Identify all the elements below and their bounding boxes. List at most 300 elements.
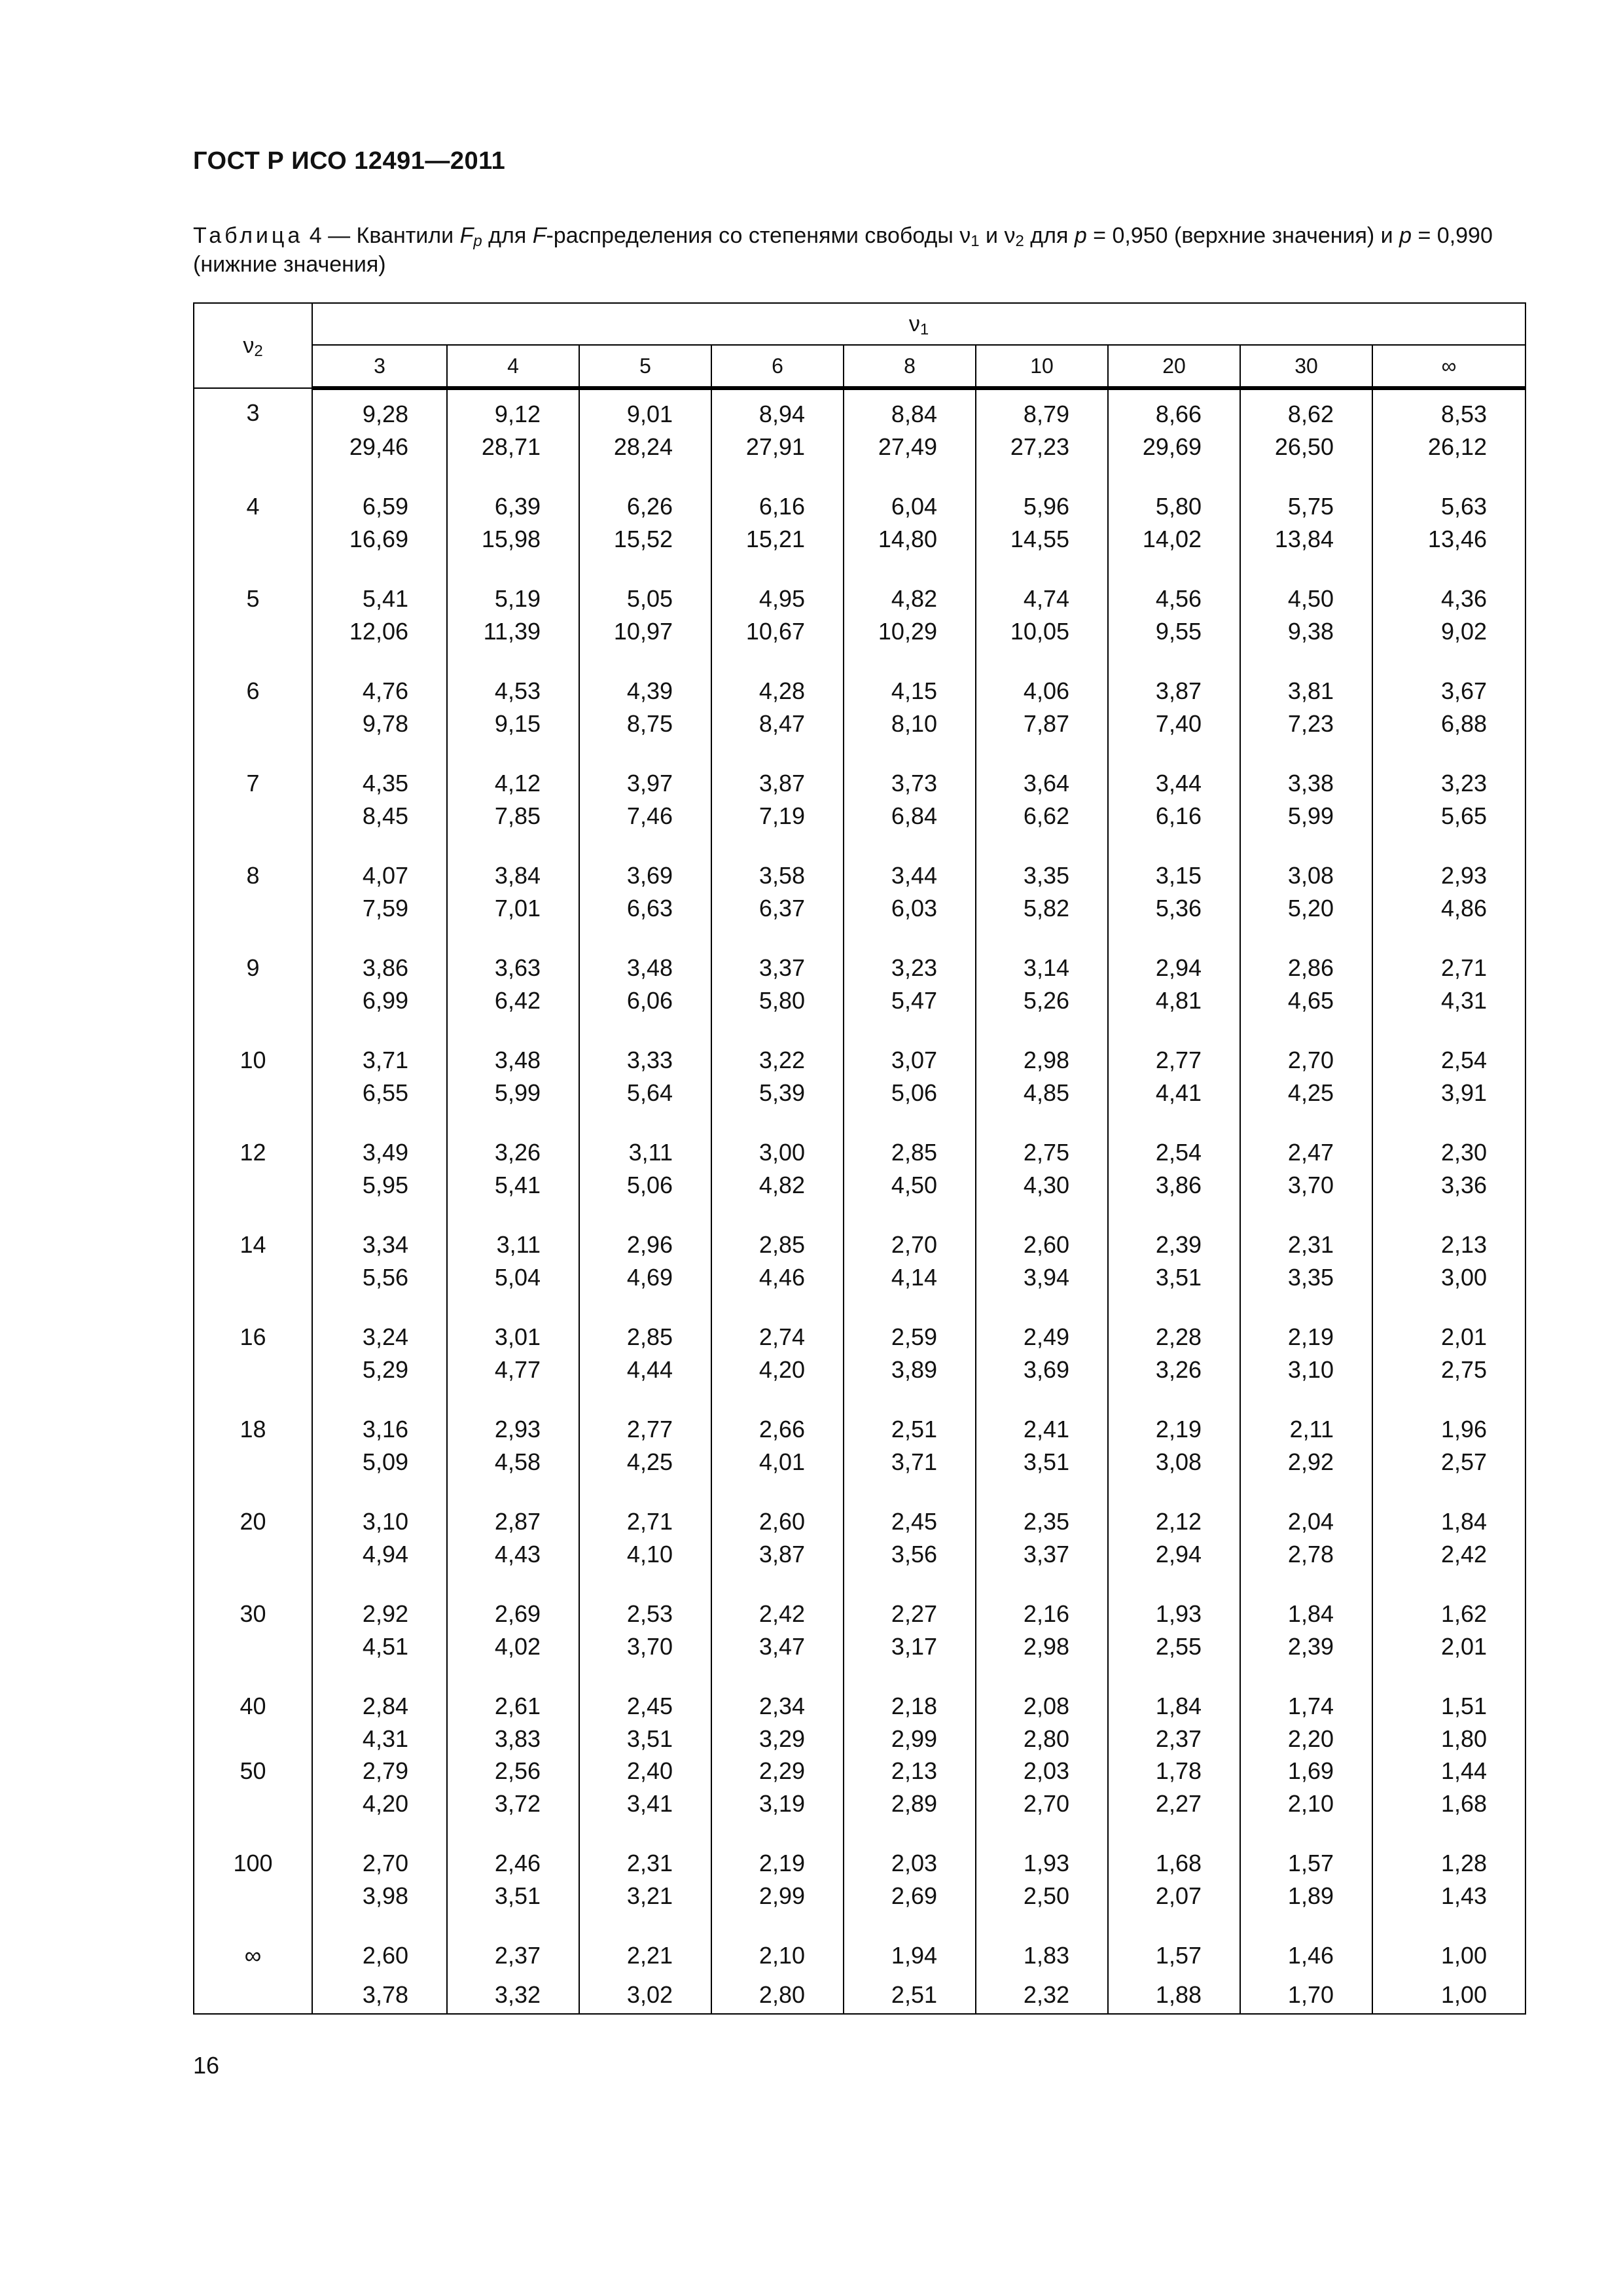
quantile-cell: [844, 832, 976, 924]
quantile-cell: [844, 1016, 976, 1109]
column-header: 6: [711, 345, 844, 388]
lower-value: 3,37: [1023, 1540, 1069, 1568]
lower-value: 5,09: [362, 1448, 408, 1475]
nu2-value: 16: [194, 1293, 312, 1386]
lower-value: 7,01: [494, 894, 541, 922]
quantile-cell: [844, 924, 976, 1016]
quantile-cell: [844, 1478, 976, 1570]
quantile-cell: [1372, 388, 1525, 463]
upper-value: 5,75: [1287, 493, 1334, 520]
quantile-cell: [1372, 1662, 1525, 1755]
upper-value: 2,12: [1155, 1508, 1202, 1535]
quantile-cell: [447, 1478, 579, 1570]
lower-value: 2,98: [1023, 1632, 1069, 1660]
column-header: 4: [447, 345, 579, 388]
lower-value: 3,86: [1155, 1171, 1202, 1198]
upper-value: 3,84: [494, 862, 541, 889]
upper-value: 1,00: [1440, 1942, 1488, 1969]
quantile-cell: [447, 924, 579, 1016]
quantile-cell: [579, 555, 711, 647]
quantile-cell: [976, 1912, 1108, 2014]
upper-value: 2,47: [1287, 1139, 1334, 1166]
quantile-cell: [1108, 924, 1240, 1016]
lower-value: 15,98: [481, 525, 541, 552]
quantile-cell: [844, 1109, 976, 1201]
upper-value: 2,45: [626, 1693, 673, 1719]
upper-value: 1,57: [1155, 1942, 1202, 1969]
nu2-value: 20: [194, 1478, 312, 1570]
nu2-value: 9: [194, 924, 312, 1016]
upper-value: 2,87: [494, 1508, 541, 1535]
upper-value: 3,24: [362, 1323, 408, 1350]
table-row: [194, 555, 1525, 647]
quantile-cell: [1108, 388, 1240, 463]
quantile-cell: [844, 647, 976, 740]
column-header: 8: [844, 345, 976, 388]
upper-value: 2,94: [1155, 954, 1202, 981]
quantile-cell: [976, 740, 1108, 832]
quantile-cell: [1108, 463, 1240, 555]
caption-subscript: 1: [971, 232, 980, 250]
quantile-cell: [1240, 832, 1372, 924]
quantile-cell: [447, 1570, 579, 1662]
upper-value: 1,74: [1287, 1693, 1334, 1719]
upper-value: 2,56: [494, 1757, 541, 1784]
upper-value: 2,51: [891, 1416, 937, 1443]
page-number: 16: [193, 2052, 220, 2079]
nu2-value: 18: [194, 1386, 312, 1478]
table-row: [194, 1201, 1525, 1293]
lower-value: 4,10: [626, 1540, 673, 1568]
upper-value: 2,31: [1287, 1231, 1334, 1258]
lower-value: 4,69: [626, 1263, 673, 1291]
lower-value: 5,95: [362, 1171, 408, 1198]
upper-value: 2,54: [1155, 1139, 1202, 1166]
upper-value: 4,50: [1287, 585, 1334, 612]
upper-value: 3,49: [362, 1139, 408, 1166]
lower-value: 2,92: [1287, 1448, 1334, 1475]
upper-value: 2,54: [1440, 1047, 1488, 1073]
quantile-cell: [844, 555, 976, 647]
lower-value: 6,99: [362, 986, 408, 1014]
upper-value: 2,29: [758, 1757, 805, 1784]
quantile-cell: [976, 1478, 1108, 1570]
quantile-cell: [1372, 1570, 1525, 1662]
quantile-cell: [579, 1386, 711, 1478]
lower-value: 2,99: [758, 1882, 805, 1909]
lower-value: 3,51: [494, 1882, 541, 1909]
quantile-cell: [1372, 1820, 1525, 1912]
upper-value: 2,45: [891, 1508, 937, 1535]
lower-value: 2,94: [1155, 1540, 1202, 1568]
lower-value: 7,85: [494, 802, 541, 829]
quantile-cell: [447, 740, 579, 832]
quantile-cell: [711, 1016, 844, 1109]
upper-value: 6,39: [494, 493, 541, 520]
quantile-cell: [1240, 924, 1372, 1016]
upper-value: 8,62: [1287, 401, 1334, 427]
lower-value: 3,71: [891, 1448, 937, 1475]
lower-value: 6,88: [1440, 709, 1488, 737]
upper-value: 4,82: [891, 585, 937, 612]
quantile-cell: [1240, 1912, 1372, 2014]
lower-value: 7,87: [1023, 709, 1069, 737]
quantile-cell: [976, 1662, 1108, 1755]
upper-value: 4,56: [1155, 585, 1202, 612]
quantile-cell: [1372, 1386, 1525, 1478]
lower-value: 1,68: [1440, 1789, 1488, 1817]
lower-value: 14,55: [1010, 525, 1069, 552]
upper-value: 1,96: [1440, 1416, 1488, 1443]
lower-value: 6,62: [1023, 802, 1069, 829]
upper-value: 3,86: [362, 954, 408, 981]
lower-value: 5,26: [1023, 986, 1069, 1014]
quantile-cell: [1240, 1662, 1372, 1755]
upper-value: 2,19: [1287, 1323, 1334, 1350]
quantile-cell: [579, 1293, 711, 1386]
lower-value: 4,30: [1023, 1171, 1069, 1198]
lower-value: 5,29: [362, 1355, 408, 1383]
upper-value: 2,18: [891, 1693, 937, 1719]
lower-value: 5,06: [891, 1079, 937, 1106]
lower-value: 5,65: [1440, 802, 1488, 829]
lower-value: 3,35: [1287, 1263, 1334, 1291]
upper-value: 3,97: [626, 770, 673, 797]
lower-value: 2,99: [891, 1725, 937, 1752]
caption-p-symbol: p: [1074, 223, 1087, 248]
upper-value: 4,06: [1023, 677, 1069, 704]
quantile-cell: [312, 1293, 447, 1386]
lower-value: 3,83: [494, 1725, 541, 1752]
upper-value: 3,48: [494, 1047, 541, 1073]
nu2-value: 30: [194, 1570, 312, 1662]
quantile-cell: [844, 463, 976, 555]
quantile-cell: [711, 1912, 844, 2014]
upper-value: 3,69: [626, 862, 673, 889]
lower-value: 10,67: [745, 617, 805, 645]
quantile-cell: [1108, 740, 1240, 832]
lower-value: 9,15: [494, 709, 541, 737]
lower-value: 27,49: [878, 433, 937, 460]
lower-value: 3,72: [494, 1789, 541, 1817]
upper-value: 3,67: [1440, 677, 1488, 704]
upper-value: 2,86: [1287, 954, 1334, 981]
quantile-cell: [711, 1662, 844, 1755]
lower-value: 28,24: [613, 433, 673, 460]
table-row: [194, 1109, 1525, 1201]
quantile-cell: [1240, 1201, 1372, 1293]
quantile-cell: [1108, 1820, 1240, 1912]
quantile-cell: [312, 555, 447, 647]
quantile-cell: [579, 1201, 711, 1293]
nu2-value: 8: [194, 832, 312, 924]
lower-value: 5,56: [362, 1263, 408, 1291]
quantile-cell: [1108, 1109, 1240, 1201]
upper-value: 3,08: [1287, 862, 1334, 889]
upper-value: 3,22: [758, 1047, 805, 1073]
upper-value: 2,93: [494, 1416, 541, 1443]
upper-value: 3,00: [758, 1139, 805, 1166]
upper-value: 1,44: [1440, 1757, 1488, 1784]
lower-value: 6,84: [891, 802, 937, 829]
column-header: 10: [976, 345, 1108, 388]
quantile-cell: [1108, 1386, 1240, 1478]
lower-value: 3,08: [1155, 1448, 1202, 1475]
lower-value: 4,41: [1155, 1079, 1202, 1106]
upper-value: 2,85: [758, 1231, 805, 1258]
upper-value: 1,46: [1287, 1942, 1334, 1969]
caption-text: 4 — Квантили: [303, 223, 460, 248]
lower-value: 2,01: [1440, 1632, 1488, 1660]
lower-value: 3,32: [494, 1981, 541, 2008]
nu2-value: ∞: [194, 1912, 312, 2014]
quantile-cell: [711, 388, 844, 463]
lower-value: 4,25: [626, 1448, 673, 1475]
lower-value: 7,59: [362, 894, 408, 922]
lower-value: 3,10: [1287, 1355, 1334, 1383]
quantile-cell: [1240, 463, 1372, 555]
nu2-symbol: ν: [243, 332, 255, 358]
upper-value: 4,39: [626, 677, 673, 704]
quantile-cell: [844, 1293, 976, 1386]
quantile-cell: [1372, 647, 1525, 740]
upper-value: 4,28: [758, 677, 805, 704]
upper-value: 9,28: [362, 401, 408, 427]
quantile-cell: [1240, 740, 1372, 832]
column-header: 20: [1108, 345, 1240, 388]
lower-value: 1,89: [1287, 1882, 1334, 1909]
quantile-cell: [1372, 1293, 1525, 1386]
upper-value: 9,01: [626, 401, 673, 427]
upper-value: 3,63: [494, 954, 541, 981]
table-row: [194, 1912, 1525, 2014]
table-row: [194, 1662, 1525, 1755]
upper-value: 5,80: [1155, 493, 1202, 520]
upper-value: 8,94: [758, 401, 805, 427]
lower-value: 9,02: [1440, 617, 1488, 645]
upper-value: 2,71: [1440, 954, 1488, 981]
quantile-cell: [844, 1755, 976, 1820]
upper-value: 2,19: [1155, 1416, 1202, 1443]
quantile-cell: [1372, 555, 1525, 647]
quantile-cell: [447, 555, 579, 647]
lower-value: 4,65: [1287, 986, 1334, 1014]
lower-value: 6,55: [362, 1079, 408, 1106]
upper-value: 5,96: [1023, 493, 1069, 520]
lower-value: 5,36: [1155, 894, 1202, 922]
upper-value: 4,53: [494, 677, 541, 704]
upper-value: 2,49: [1023, 1323, 1069, 1350]
upper-value: 2,13: [891, 1757, 937, 1784]
lower-value: 3,29: [758, 1725, 805, 1752]
quantile-cell: [1372, 1912, 1525, 2014]
table-row: [194, 740, 1525, 832]
lower-value: 4,51: [362, 1632, 408, 1660]
nu2-subscript: 2: [254, 342, 263, 360]
quantile-cell: [1240, 1109, 1372, 1201]
upper-value: 8,66: [1155, 401, 1202, 427]
quantile-cell: [711, 924, 844, 1016]
nu2-value: 4: [194, 463, 312, 555]
upper-value: 3,44: [1155, 770, 1202, 797]
lower-value: 1,88: [1155, 1981, 1202, 2008]
caption-f-symbol: F: [532, 223, 546, 248]
lower-value: 5,06: [626, 1171, 673, 1198]
quantile-cell: [844, 1386, 976, 1478]
quantile-cell: [976, 647, 1108, 740]
upper-value: 5,63: [1440, 493, 1488, 520]
quantile-cell: [447, 388, 579, 463]
nu2-value: 50: [194, 1755, 312, 1820]
quantile-cell: [844, 1662, 976, 1755]
quantile-cell: [976, 388, 1108, 463]
lower-value: 4,82: [758, 1171, 805, 1198]
lower-value: 3,87: [758, 1540, 805, 1568]
lower-value: 4,20: [758, 1355, 805, 1383]
caption-text: для: [1024, 223, 1075, 248]
upper-value: 1,84: [1440, 1508, 1488, 1535]
lower-value: 14,80: [878, 525, 937, 552]
quantile-cell: [1372, 463, 1525, 555]
upper-value: 2,19: [758, 1850, 805, 1876]
lower-value: 14,02: [1142, 525, 1202, 552]
table-row: [194, 1293, 1525, 1386]
quantile-cell: [1372, 1016, 1525, 1109]
quantile-cell: [711, 555, 844, 647]
lower-value: 3,02: [626, 1981, 673, 2008]
lower-value: 2,50: [1023, 1882, 1069, 1909]
lower-value: 15,52: [613, 525, 673, 552]
quantile-cell: [976, 832, 1108, 924]
upper-value: 3,71: [362, 1047, 408, 1073]
nu2-value: 12: [194, 1109, 312, 1201]
lower-value: 3,78: [362, 1981, 408, 2008]
lower-value: 15,21: [745, 525, 805, 552]
quantile-cell: [976, 924, 1108, 1016]
lower-value: 2,07: [1155, 1882, 1202, 1909]
quantile-table: [193, 302, 1526, 2015]
lower-value: 2,55: [1155, 1632, 1202, 1660]
upper-value: 3,35: [1023, 862, 1069, 889]
lower-value: 4,31: [1440, 986, 1488, 1014]
column-header: 3: [312, 345, 447, 388]
quantile-cell: [1108, 555, 1240, 647]
upper-value: 4,74: [1023, 585, 1069, 612]
nu2-value: 100: [194, 1820, 312, 1912]
upper-value: 2,77: [1155, 1047, 1202, 1073]
lower-value: 3,00: [1440, 1263, 1488, 1291]
quantile-cell: [844, 1912, 976, 2014]
quantile-cell: [447, 1662, 579, 1755]
quantile-cell: [447, 647, 579, 740]
quantile-cell: [844, 388, 976, 463]
quantile-cell: [1240, 1016, 1372, 1109]
upper-value: 3,44: [891, 862, 937, 889]
upper-value: 3,37: [758, 954, 805, 981]
lower-value: 27,91: [745, 433, 805, 460]
upper-value: 3,11: [628, 1139, 673, 1166]
nu2-value: 6: [194, 647, 312, 740]
lower-value: 2,37: [1155, 1725, 1202, 1752]
quantile-cell: [447, 1201, 579, 1293]
nu2-value: 3: [194, 388, 312, 463]
upper-value: 1,69: [1287, 1757, 1334, 1784]
quantile-cell: [1372, 1201, 1525, 1293]
lower-value: 3,17: [891, 1632, 937, 1660]
quantile-cell: [447, 1016, 579, 1109]
lower-value: 16,69: [349, 525, 408, 552]
upper-value: 6,16: [758, 493, 805, 520]
lower-value: 6,37: [758, 894, 805, 922]
lower-value: 5,04: [494, 1263, 541, 1291]
lower-value: 4,86: [1440, 894, 1488, 922]
lower-value: 4,31: [362, 1725, 408, 1752]
nu1-symbol: ν: [908, 311, 920, 336]
upper-value: 2,39: [1155, 1231, 1202, 1258]
lower-value: 5,80: [758, 986, 805, 1014]
lower-value: 3,51: [626, 1725, 673, 1752]
quantile-cell: [711, 1201, 844, 1293]
quantile-cell: [447, 463, 579, 555]
quantile-cell: [711, 1478, 844, 1570]
lower-value: 5,99: [494, 1079, 541, 1106]
upper-value: 2,28: [1155, 1323, 1202, 1350]
lower-value: 5,64: [626, 1079, 673, 1106]
quantile-cell: [579, 1570, 711, 1662]
lower-value: 5,82: [1023, 894, 1069, 922]
lower-value: 3,94: [1023, 1263, 1069, 1291]
upper-value: 5,41: [362, 585, 408, 612]
table-row: [194, 1755, 1525, 1820]
quantile-cell: [312, 1755, 447, 1820]
caption-nu-symbol: ν: [959, 223, 971, 248]
upper-value: 2,42: [758, 1600, 805, 1627]
quantile-cell: [579, 1755, 711, 1820]
nu1-header: [312, 303, 1525, 345]
upper-value: 4,12: [494, 770, 541, 797]
quantile-cell: [312, 1662, 447, 1755]
lower-value: 7,46: [626, 802, 673, 829]
quantile-cell: [312, 924, 447, 1016]
upper-value: 6,59: [362, 493, 408, 520]
quantile-cell: [976, 555, 1108, 647]
upper-value: 2,79: [362, 1757, 408, 1784]
quantile-cell: [447, 832, 579, 924]
quantile-cell: [976, 1293, 1108, 1386]
caption-p-subscript: p: [473, 232, 482, 250]
quantile-cell: [1108, 1293, 1240, 1386]
upper-value: 2,61: [494, 1693, 541, 1719]
upper-value: 2,96: [626, 1231, 673, 1258]
upper-value: 2,35: [1023, 1508, 1069, 1535]
quantile-cell: [312, 1820, 447, 1912]
quantile-cell: [976, 1755, 1108, 1820]
quantile-cell: [579, 1820, 711, 1912]
table-row: [194, 1478, 1525, 1570]
upper-value: 2,77: [626, 1416, 673, 1443]
upper-value: 4,07: [362, 862, 408, 889]
column-header: 5: [579, 345, 711, 388]
upper-value: 2,34: [758, 1693, 805, 1719]
lower-value: 5,47: [891, 986, 937, 1014]
table-row: [194, 1570, 1525, 1662]
upper-value: 1,83: [1023, 1942, 1069, 1969]
lower-value: 6,16: [1155, 802, 1202, 829]
quantile-cell: [1372, 1478, 1525, 1570]
quantile-cell: [579, 832, 711, 924]
quantile-cell: [1372, 740, 1525, 832]
upper-value: 5,19: [494, 585, 541, 612]
